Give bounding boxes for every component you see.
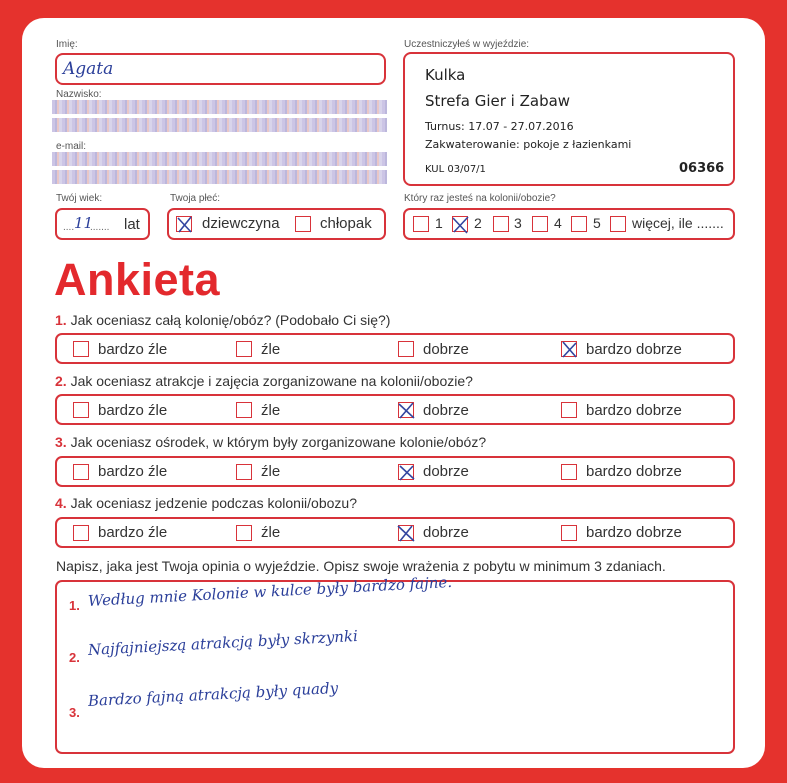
trip-name: Kulka [425,66,466,84]
gender-checkbox-boy[interactable] [295,216,311,232]
trip-program: Strefa Gier i Zabaw [425,92,571,110]
times-checkbox-more[interactable] [610,216,626,232]
surname-label: Nazwisko: [56,89,102,100]
q1-checkbox-bad[interactable] [236,341,252,357]
opinion-prompt: Napisz, jaka jest Twoja opinia o wyjeździe. Opisz swoje wrażenia z pobytu w minimum 3 zdaniach. [56,558,666,574]
gender-option-boy: chłopak [320,215,372,232]
q2-checkbox-very-bad[interactable] [73,402,89,418]
q3-checkbox-good[interactable] [398,464,414,480]
gender-option-girl: dziewczyna [202,215,280,232]
q3-checkbox-bad[interactable] [236,464,252,480]
gender-checkbox-girl[interactable] [176,216,192,232]
times-label: Który raz jesteś na kolonii/obozie? [404,193,556,204]
email-redaction [52,152,387,166]
q2-checkbox-good[interactable] [398,402,414,418]
times-checkbox-2[interactable] [452,216,468,232]
name-field[interactable] [55,53,386,85]
age-value: 11 [74,214,94,232]
gender-label: Twoja płeć: [170,193,221,204]
age-unit: lat [124,216,140,233]
surname-redaction [52,100,387,114]
q2-checkbox-very-good[interactable] [561,402,577,418]
q4-checkbox-good[interactable] [398,525,414,541]
times-more-label: więcej, ile ....... [632,215,724,231]
question-4: 4. Jak oceniasz jedzenie podczas kolonii/obozu? [55,495,357,511]
name-label: Imię: [56,39,78,50]
question-1: 1. Jak oceniasz całą kolonię/obóz? (Podobało Ci się?) [55,312,391,328]
question-2: 2. Jak oceniasz atrakcje i zajęcia zorganizowane na kolonii/obozie? [55,373,473,389]
trip-lodging: Zakwaterowanie: pokoje z łazienkami [425,138,632,151]
opinion-line-2: Najfajniejszą atrakcją były skrzynki [87,626,359,659]
q4-checkbox-very-bad[interactable] [73,525,89,541]
q1-checkbox-very-bad[interactable] [73,341,89,357]
opinion-line-1: Według mnie Kolonie w kulce były bardzo fajne. [87,572,453,610]
age-label: Twój wiek: [56,193,103,204]
trip-turnus: Turnus: 17.07 - 27.07.2016 [425,120,574,133]
age-field[interactable]: .... 11 ....... lat [55,208,150,240]
email-redaction-2 [52,170,387,184]
trip-number: 06366 [679,161,725,176]
q2-checkbox-bad[interactable] [236,402,252,418]
q1-checkbox-good[interactable] [398,341,414,357]
question-3: 3. Jak oceniasz ośrodek, w którym były zorganizowane kolonie/obóz? [55,434,487,450]
survey-title: Ankieta [54,254,221,305]
opinion-line-3: Bardzo fajną atrakcją były quady [87,678,339,710]
times-checkbox-3[interactable] [493,216,509,232]
trip-code: KUL 03/07/1 [425,164,486,175]
times-checkbox-4[interactable] [532,216,548,232]
surname-redaction-2 [52,118,387,132]
times-checkbox-5[interactable] [571,216,587,232]
times-checkbox-1[interactable] [413,216,429,232]
participated-label: Uczestniczyłeś w wyjeździe: [404,39,530,50]
q1-checkbox-very-good[interactable] [561,341,577,357]
q4-checkbox-bad[interactable] [236,525,252,541]
name-value: Agata [63,59,114,79]
q3-checkbox-very-good[interactable] [561,464,577,480]
q3-checkbox-very-bad[interactable] [73,464,89,480]
survey-page: Imię: Agata Nazwisko: e-mail: Uczestniczyłeś w wyjeździe: Kulka Strefa Gier i Zabaw Turnus: 17.07 - 27.07.2016 Zakwaterowanie: pokoje z łazienkami KUL 03/07/1 06366 Twój wiek: .... 11 ....... lat Twoja płeć: dziewczyna chłopak Który raz jesteś na kolonii/obozie? 1 2 3 4 5 więcej, ile ....... Ankieta 1. Jak oceniasz całą kolonię/obóz? (Podobało Ci się?) bardzo źle źle dobrze bardzo dobrze 2. Jak oceniasz atrakcje i zajęcia zorganizowane na kolonii/obozie? bardzo źle źle dobrze bardzo dobrze 3. Jak oceniasz ośrodek, w którym były zorganizowane kolonie/obóz? bardzo źle źle dobrze bardzo dobrze 4. Jak oceniasz jedzenie podczas kolonii/obozu? bardzo źle źle dobrze bardzo dobrze Napisz, jaka jest Twoja opinia o wyjeździe. Opisz swoje wrażenia z pobytu w minimum 3 zdaniach. 1. Według mnie Kolonie w kulce były bardzo fajne. 2. Najfajniejszą atrakcją były skrzynki 3. Bardzo fajną atrakcją były quady [0,0,787,783]
email-label: e-mail: [56,141,87,152]
q4-checkbox-very-good[interactable] [561,525,577,541]
trip-info-box [403,52,735,186]
